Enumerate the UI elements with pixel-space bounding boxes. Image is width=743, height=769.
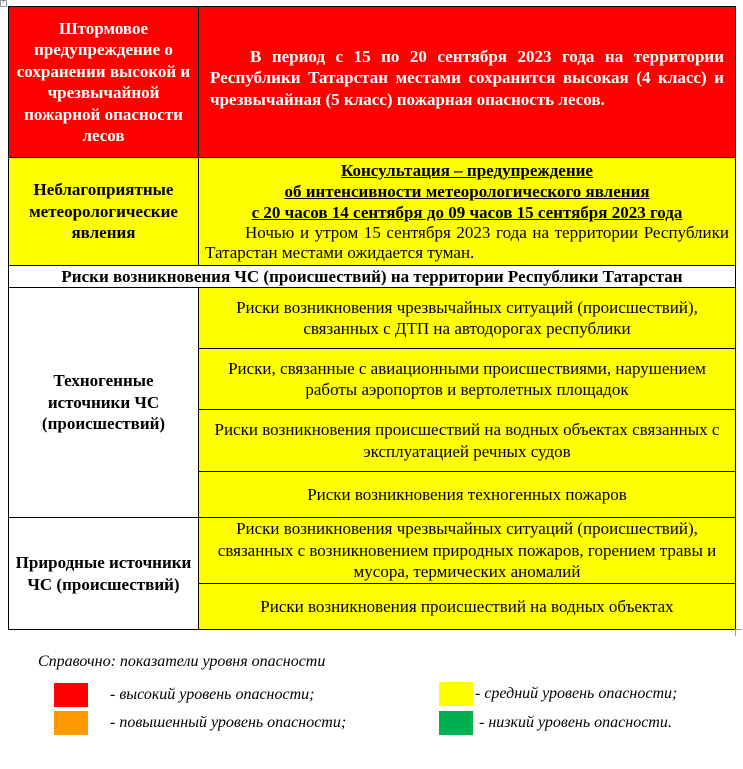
storm-warning-cell (199, 7, 736, 158)
consult-title-2: об интенсивности метеорологического явления (284, 182, 650, 201)
consult-title-1: Консультация – предупреждение (341, 161, 593, 180)
technogenic-label: Техногенные источники ЧС (происшествий) (9, 288, 199, 518)
risk-item: Риски возникновения чрезвычайных ситуаций (происшествий), связанных с ДТП на автодорогах республики (199, 288, 736, 349)
legend-label-low: - низкий уровень опасности. (479, 714, 672, 731)
risk-item: Риски возникновения чрезвычайных ситуаций (происшествий), связанных с возникновением природных пожаров, горением травы и мусора, термических аномалий (199, 518, 736, 584)
legend-swatch-yellow (439, 682, 473, 706)
legend-item-high (54, 683, 314, 707)
legend-label-high: - высокий уровень опасности; (110, 686, 315, 703)
table-resize-handle[interactable] (735, 629, 742, 636)
consult-title-3: с 20 часов 14 сентября до 09 часов 15 сентября 2023 года (251, 203, 683, 222)
natural-label: Природные источники ЧС (происшествий) (9, 518, 199, 630)
legend-item-medium (439, 682, 677, 706)
legend-label-elevated: - повышенный уровень опасности; (110, 714, 347, 731)
risks-heading-row (9, 266, 736, 288)
technogenic-row-1 (9, 288, 736, 349)
legend-label-medium: - средний уровень опасности; (475, 685, 678, 702)
natural-row-1 (9, 518, 736, 584)
table-move-handle[interactable]: + (1, 0, 6, 6)
warning-table (8, 6, 736, 630)
risk-item: Риски возникновения техногенных пожаров (199, 472, 736, 518)
weather-cell (199, 158, 736, 266)
legend-swatch-green (439, 711, 473, 735)
storm-warning-row (9, 7, 736, 158)
legend-swatch-orange (54, 711, 88, 735)
risk-item: Риски, связанные с авиационными происшествиями, нарушением работы аэропортов и вертолетных площадок (199, 349, 736, 410)
weather-text: Ночью и утром 15 сентября 2023 года на территории Республики Татарстан местами ожидается туман. (205, 223, 729, 262)
weather-label: Неблагоприятные метеорологические явления (9, 158, 199, 266)
weather-row (9, 158, 736, 266)
legend-swatch-red (54, 683, 88, 707)
storm-warning-text: В период с 15 по 20 сентября 2023 года на территории Республики Татарстан местами сохранится высокая (4 класс) и чрезвычайная (5 класс) пожарная опасность лесов. (210, 46, 724, 109)
risk-item: Риски возникновения происшествий на водных объектах (199, 584, 736, 630)
legend-item-low (439, 711, 672, 735)
risk-item: Риски возникновения происшествий на водных объектах связанных с эксплуатацией речных судов (199, 410, 736, 472)
legend-title: Справочно: показатели уровня опасности (38, 653, 326, 670)
legend-item-elevated (54, 711, 346, 735)
risks-heading: Риски возникновения ЧС (происшествий) на территории Республики Татарстан (9, 266, 736, 288)
storm-warning-label: Штормовое предупреждение о сохранении высокой и чрезвычайной пожарной опасности лесов (9, 7, 199, 158)
